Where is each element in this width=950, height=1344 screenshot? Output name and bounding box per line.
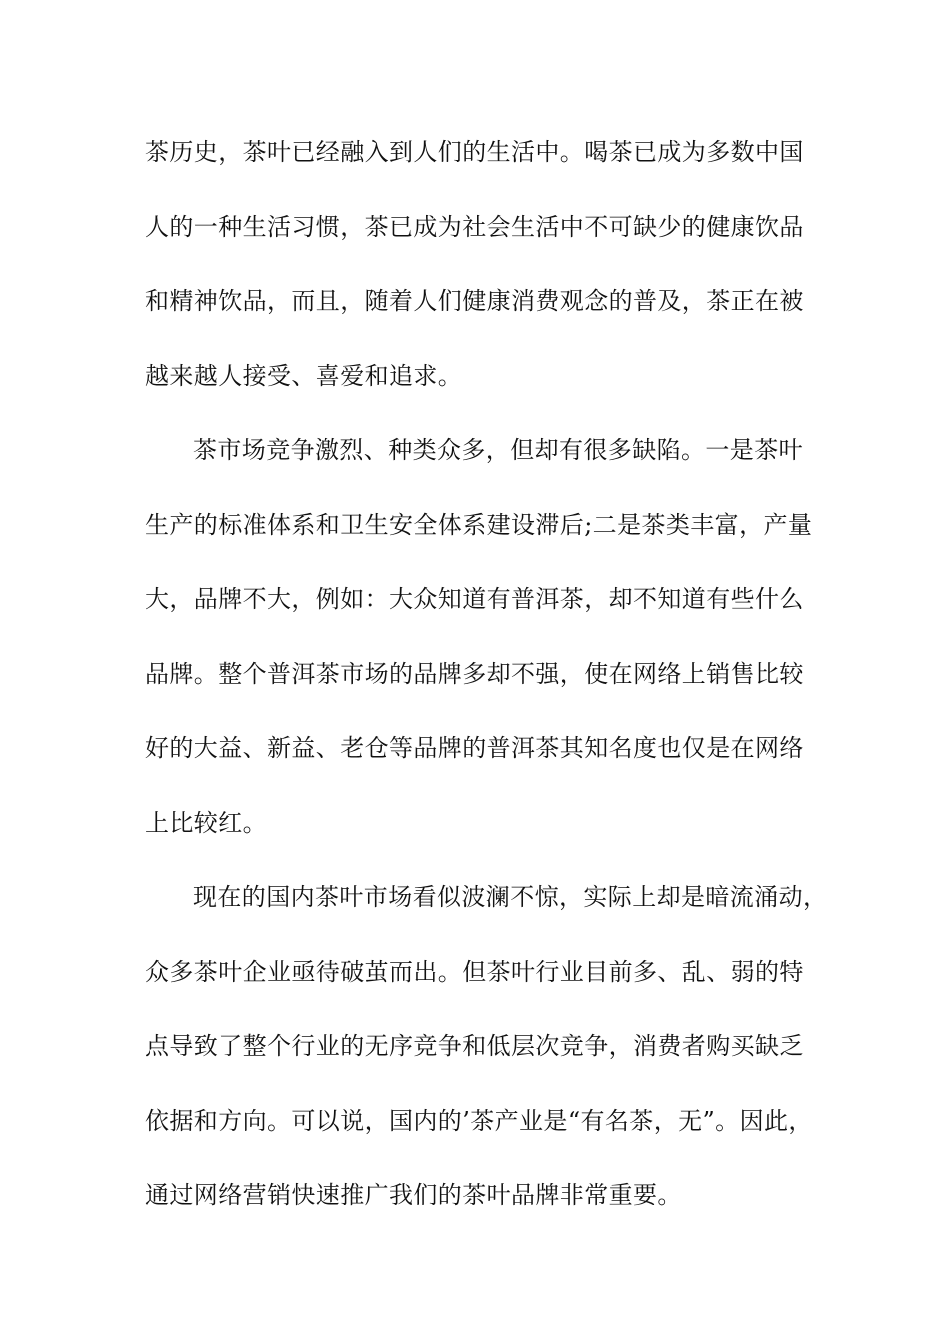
text-line: 好的大益、新益、老仓等品牌的普洱茶其知名度也仅是在网络 <box>145 734 804 762</box>
text-line: 生产的标准体系和卫生安全体系建设滞后;二是茶类丰富，产量 <box>145 510 813 539</box>
text-line: 越来越人接受、喜爱和追求。 <box>145 361 463 390</box>
text-line: 依据和方向。可以说，国内的’茶产业是“有名茶，无”。因此， <box>145 1106 813 1135</box>
paragraph-2 <box>145 430 815 877</box>
paragraph-1 <box>145 132 815 430</box>
text-line: 上比较红。 <box>145 808 267 837</box>
text-line: 茶市场竞争激烈、种类众多，但却有很多缺陷。一是茶叶 <box>193 436 803 464</box>
text-line: 通过网络营销快速推广我们的茶叶品牌非常重要。 <box>145 1181 682 1209</box>
document-body <box>145 132 828 1250</box>
text-line: 点导致了整个行业的无序竞争和低层次竞争，消费者购买缺乏 <box>145 1032 804 1060</box>
text-line: 现在的国内茶叶市场看似波澜不惊，实际上却是暗流涌动， <box>193 883 828 911</box>
text-line: 众多茶叶企业亟待破茧而出。但茶叶行业目前多、乱、弱的特 <box>145 957 804 986</box>
text-line: 人的一种生活习惯，茶已成为社会生活中不可缺少的健康饮品 <box>145 212 804 241</box>
paragraph-3 <box>145 877 828 1250</box>
text-line: 茶历史，茶叶已经融入到人们的生活中。喝茶已成为多数中国 <box>145 138 804 166</box>
text-line: 和精神饮品，而且，随着人们健康消费观念的普及，茶正在被 <box>145 287 804 315</box>
text-line: 品牌。整个普洱茶市场的品牌多却不强，使在网络上销售比较 <box>145 659 804 688</box>
text-line: 大，品牌不大，例如：大众知道有普洱茶，却不知道有些什么 <box>145 585 804 613</box>
